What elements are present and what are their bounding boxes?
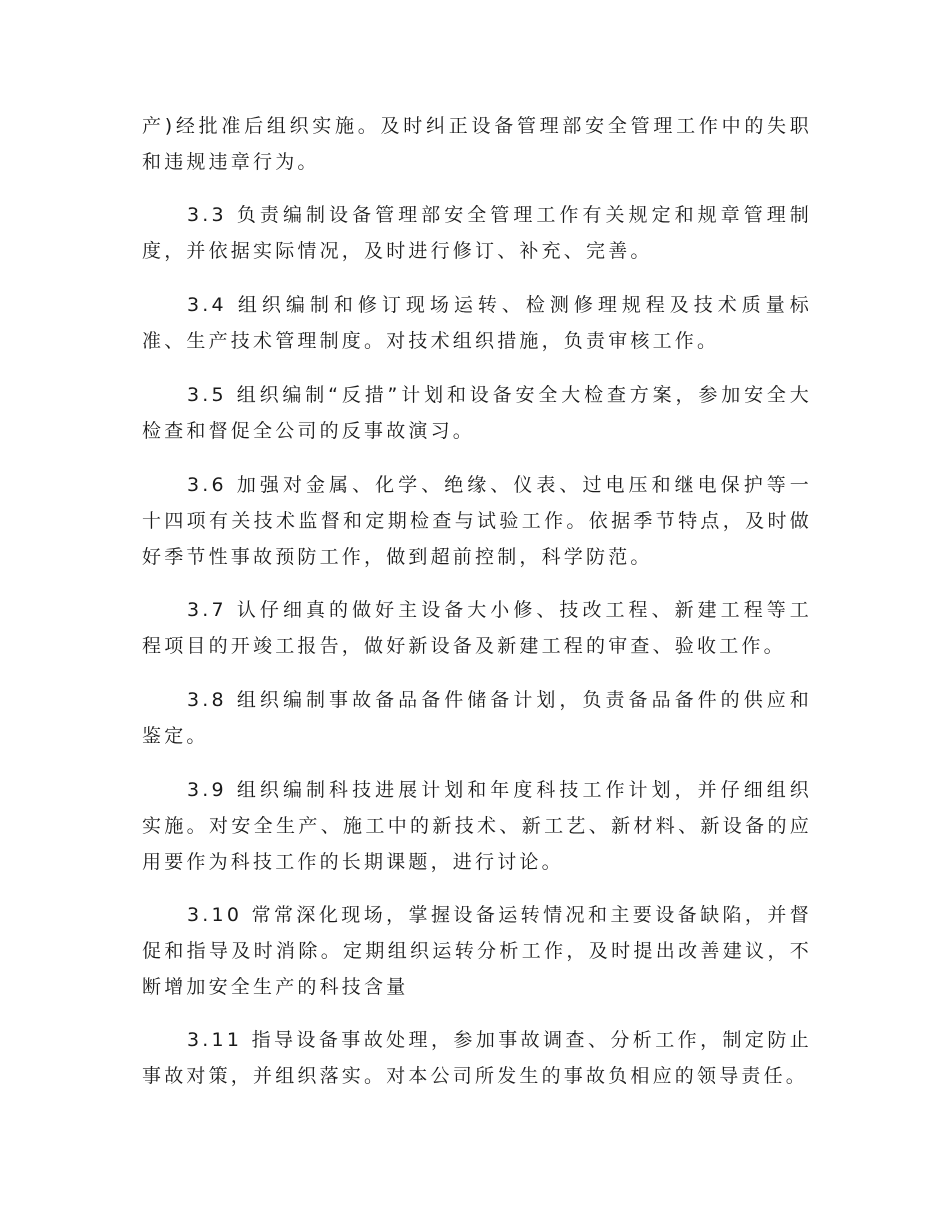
paragraph-3-10: 3.10 常常深化现场，掌握设备运转情况和主要设备缺陷，并督促和指导及时消除。定期组织运转分析工作，及时提出改善建议，不断增加安全生产的科技含量 xyxy=(142,904,812,998)
paragraph-3-5: 3.5 组织编制“反措”计划和设备安全大检查方案，参加安全大检查和督促全公司的反事故演习。 xyxy=(142,384,812,442)
paragraph-3-11: 3.11 指导设备事故处理，参加事故调查、分析工作，制定防止事故对策，并组织落实。对本公司所发生的事故负相应的领导责任。 xyxy=(142,1029,812,1087)
paragraph-3-9: 3.9 组织编制科技进展计划和年度科技工作计划，并仔细组织实施。对安全生产、施工中的新技术、新工艺、新材料、新设备的应用要作为科技工作的长期课题，进行讨论。 xyxy=(142,779,812,873)
paragraph-3-7: 3.7 认仔细真的做好主设备大小修、技改工程、新建工程等工程项目的开竣工报告，做好新设备及新建工程的审查、验收工作。 xyxy=(142,599,812,657)
paragraph-3-8: 3.8 组织编制事故备品备件储备计划，负责备品备件的供应和鉴定。 xyxy=(142,689,812,747)
paragraph-3-3: 3.3 负责编制设备管理部安全管理工作有关规定和规章管理制度，并依据实际情况，及时进行修订、补充、完善。 xyxy=(142,204,812,262)
paragraph-continuation: 产)经批准后组织实施。及时纠正设备管理部安全管理工作中的失职和违规违章行为。 xyxy=(142,115,812,173)
paragraph-3-6: 3.6 加强对金属、化学、绝缘、仪表、过电压和继电保护等一十四项有关技术监督和定期检查与试验工作。依据季节特点，及时做好季节性事故预防工作，做到超前控制，科学防范。 xyxy=(142,474,812,568)
paragraph-3-4: 3.4 组织编制和修订现场运转、检测修理规程及技术质量标准、生产技术管理制度。对技术组织措施，负责审核工作。 xyxy=(142,294,812,352)
